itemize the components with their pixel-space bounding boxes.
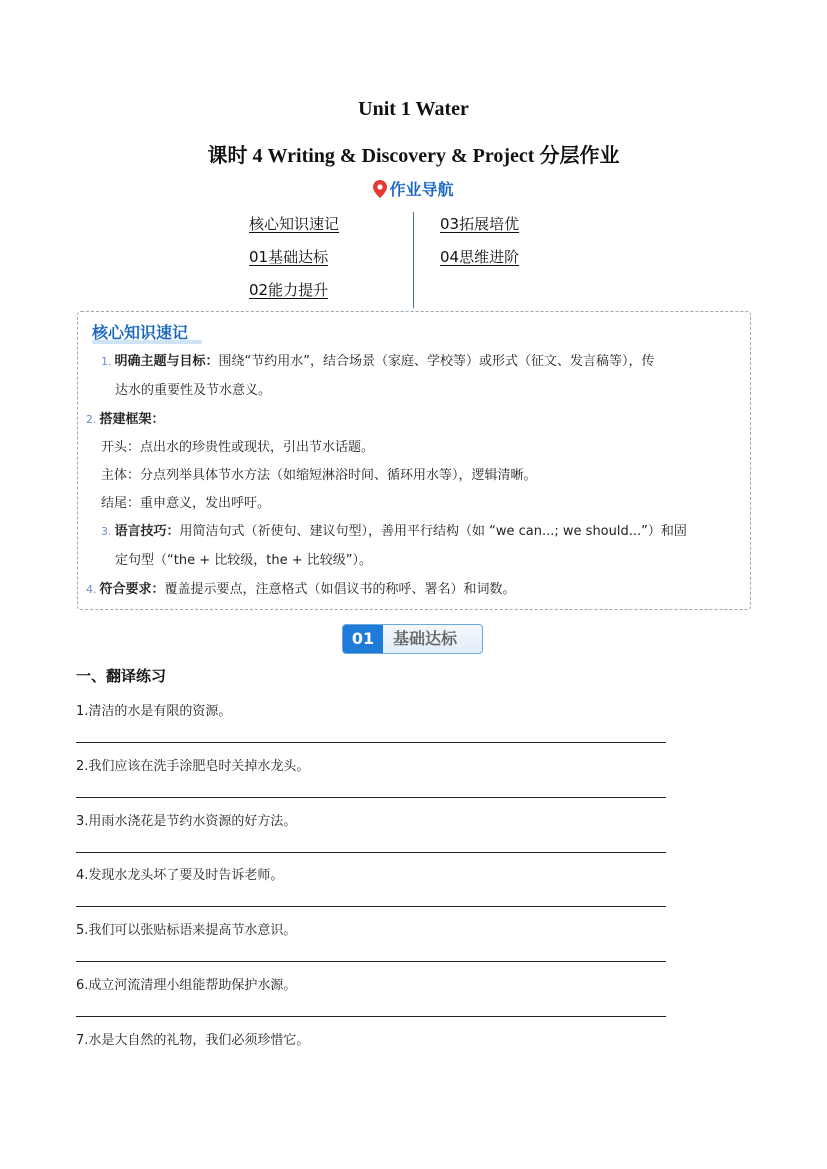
section-number-badge: 01: [343, 625, 383, 653]
answer-line-2[interactable]: [76, 797, 666, 798]
core-item-3: 3. 语言技巧：用简洁句式（祈使句、建议句型），善用平行结构（如 “we can...; we should...”）和固: [101, 524, 687, 539]
location-pin-icon: [373, 180, 387, 202]
nav-link-02[interactable]: 02能力提升: [249, 281, 329, 299]
question-5: 5.我们可以张贴标语来提高节水意识。: [76, 923, 297, 938]
question-7: 7.水是大自然的礼物，我们必须珍惜它。: [76, 1033, 310, 1048]
question-3: 3.用雨水浇花是节约水资源的好方法。: [76, 814, 297, 829]
answer-line-5[interactable]: [76, 961, 666, 962]
nav-heading: [0, 177, 827, 202]
question-1: 1.清洁的水是有限的资源。: [76, 704, 232, 719]
core-item-2b: 主体：分点列举具体节水方法（如缩短淋浴时间、循环用水等），逻辑清晰。: [101, 468, 537, 483]
answer-line-1[interactable]: [76, 742, 666, 743]
core-item-2: 2. 搭建框架：: [86, 412, 165, 427]
nav-link-04[interactable]: 04思维进阶: [440, 248, 520, 266]
section-01-banner: [342, 624, 483, 654]
nav-link-core[interactable]: 核心知识速记: [249, 215, 340, 233]
question-4: 4.发现水龙头坏了要及时告诉老师。: [76, 868, 284, 883]
core-heading: 核心知识速记: [92, 323, 189, 342]
core-item-3-cont: 定句型（“the + 比较级，the + 比较级”）。: [115, 553, 372, 568]
page-subtitle: 课时 4 Writing & Discovery & Project 分层作业: [207, 145, 620, 167]
nav-heading-label: 作业导航: [389, 180, 454, 199]
nav-link-03[interactable]: 03拓展培优: [440, 215, 520, 233]
question-6: 6.成立河流清理小组能帮助保护水源。: [76, 978, 297, 993]
answer-line-6[interactable]: [76, 1016, 666, 1017]
nav-link-01[interactable]: 01基础达标: [249, 248, 329, 266]
nav-divider: [413, 212, 414, 308]
page-title: Unit 1 Water: [358, 98, 469, 120]
section-label: 基础达标: [393, 629, 458, 648]
exercise-heading: 一、翻译练习: [76, 667, 167, 685]
question-2: 2.我们应该在洗手涂肥皂时关掉水龙头。: [76, 759, 310, 774]
core-item-1-cont: 达水的重要性及节水意义。: [115, 383, 272, 398]
answer-line-3[interactable]: [76, 852, 666, 853]
core-item-4: 4. 符合要求：覆盖提示要点，注意格式（如倡议书的称呼、署名）和词数。: [86, 582, 516, 597]
core-item-1: 1. 明确主题与目标：围绕“节约用水”，结合场景（家庭、学校等）或形式（征文、发言稿等），传: [101, 354, 655, 369]
core-item-2c: 结尾：重申意义，发出呼吁。: [101, 496, 271, 511]
answer-line-4[interactable]: [76, 906, 666, 907]
core-item-2a: 开头：点出水的珍贵性或现状，引出节水话题。: [101, 440, 375, 455]
